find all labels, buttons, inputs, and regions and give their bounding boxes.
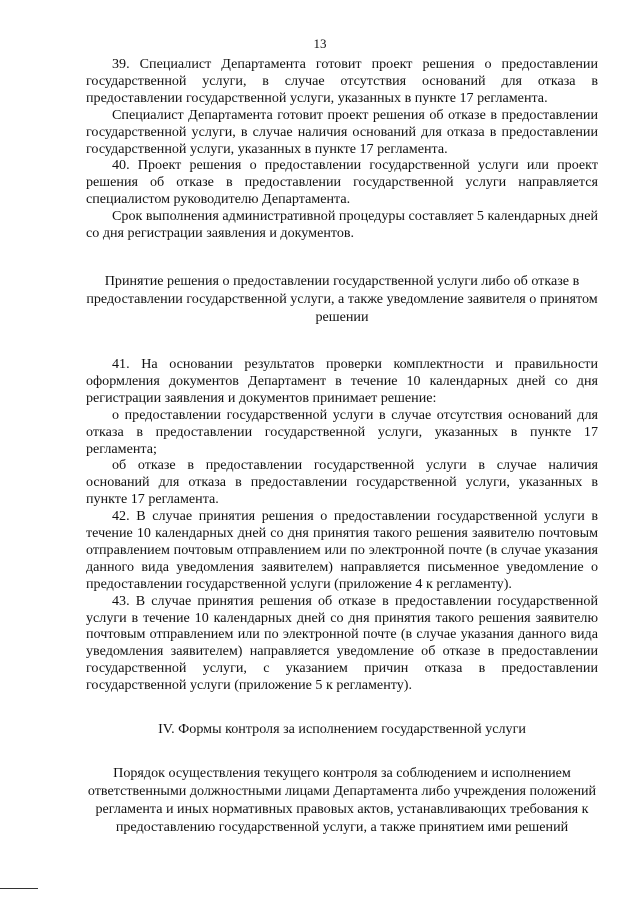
- paragraph-39-refusal: Специалист Департамента готовит проект решения об отказе в предоставлении государственной услуги, в случае наличия оснований для отказа в предоставлении государственной услуги, указанных в пункте 17 регламента.: [86, 106, 598, 157]
- paragraph-39: 39. Специалист Департамента готовит проект решения о предоставлении государственной услуги, в случае отсутствия оснований для отказа в предоставлении государственной услуги, указанных в пункте 17 регламента.: [86, 56, 598, 106]
- page-number: 13: [313, 36, 327, 51]
- section-heading-decision: Принятие решения о предоставлении государственной услуги либо об отказе в предоставлении государственной услуги, а также уведомление заявителя о принятом решении: [86, 272, 598, 325]
- section-heading-iv: IV. Формы контроля за исполнением государственной услуги: [158, 721, 526, 738]
- paragraph-40: 40. Проект решения о предоставлении государственной услуги или проект решения об отказе в предоставлении государственной услуги направляется специалистом руководителю Департамента.: [86, 157, 598, 208]
- document-body: [86, 56, 598, 836]
- paragraph-41: 41. На основании результатов проверки комплектности и правильности оформления документов Департамент в течение 10 календарных дней со дня регистрации заявления и документов принимает решение:: [86, 355, 598, 406]
- paragraph-43: 43. В случае принятия решения об отказе в предоставлении государственной услуги в течение 10 календарных дней со дня принятия такого решения заявителю почтовым отправлением или по электронной почте (в случае указания данного вида уведомления заявителем) направляется уведомление об отказе в предоставлении государственной услуги, с указанием причин отказа в предоставлении государственной услуги (приложение 5 к регламенту).: [86, 592, 598, 694]
- section-heading-control: Порядок осуществления текущего контроля за соблюдением и исполнением ответственными должностными лицами Департамента либо учреждения положений регламента и иных нормативных правовых актов, устанавливающих требования к предоставлению государственной услуги, а также принятием ими решений: [87, 765, 597, 836]
- paragraph-40-deadline: Срок выполнения административной процедуры составляет 5 календарных дней со дня регистрации заявления и документов.: [86, 208, 598, 242]
- paragraph-42: 42. В случае принятия решения о предоставлении государственной услуги в течение 10 календарных дней со дня принятия такого решения заявителю почтовым отправлением почтовым отправлением или по электронной почте (в случае указания данного вида уведомления заявителем) направляется письменное уведомление о предоставлении государственной услуги (приложение 4 к регламенту).: [86, 508, 598, 592]
- paragraph-41-option-refuse: об отказе в предоставлении государственной услуги в случае наличия оснований для отказа в предоставлении государственной услуги, указанных в пункте 17 регламента.: [86, 457, 598, 508]
- paragraph-41-option-grant: о предоставлении государственной услуги в случае отсутствия оснований для отказа в предоставлении государственной услуги, указанных в пункте 17 регламента;: [86, 406, 598, 457]
- footnote-divider: [0, 888, 38, 889]
